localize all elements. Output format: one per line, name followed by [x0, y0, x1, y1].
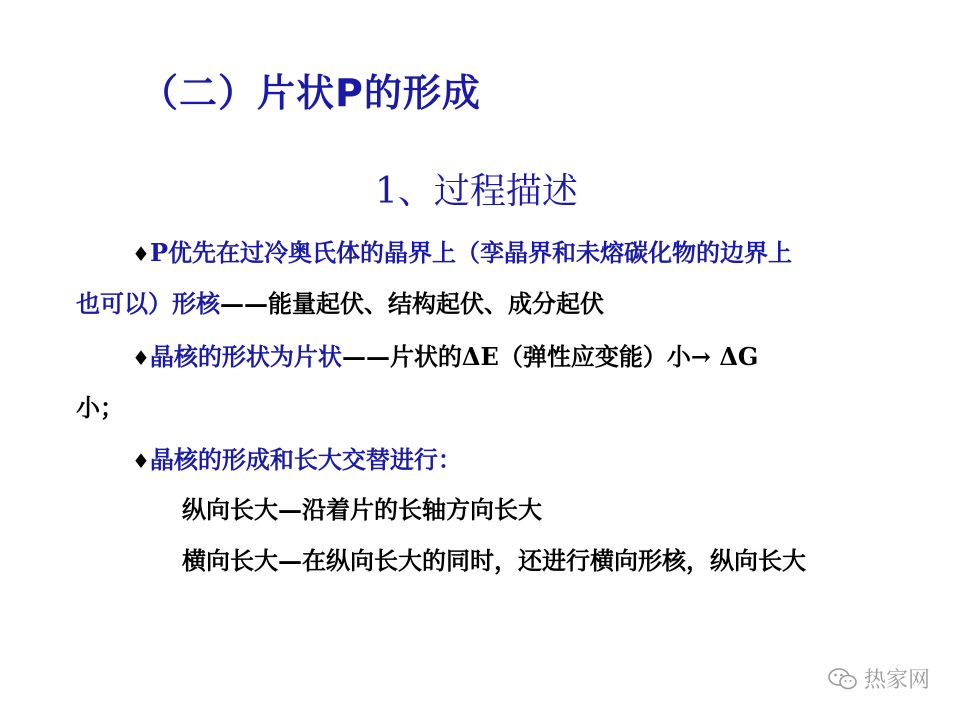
- point-2-text-black-2: 小；: [76, 393, 124, 422]
- section-subtitle: 1、过程描述: [375, 171, 578, 212]
- point-3-line-1: [132, 443, 462, 478]
- point-1-text-blue: P优先在过冷奥氏体的晶界上（孪晶界和未熔碳化物的边界上: [149, 238, 792, 267]
- point-2-line-2: [76, 391, 124, 425]
- watermark-text: 热家网: [863, 668, 930, 693]
- point-1-text-black: ——能量起伏、结构起伏、成分起伏: [220, 289, 604, 318]
- bullet-icon: ♦: [132, 346, 150, 370]
- point-2-text-black: ——片状的ΔE（弹性应变能）小→ ΔG: [341, 342, 759, 371]
- point-2-line-1: [132, 340, 758, 375]
- wechat-icon: [828, 667, 858, 691]
- point-1-text-blue-2: 也可以）形核: [76, 289, 220, 318]
- bullet-icon: ♦: [132, 242, 150, 266]
- point-3-sub-1: 纵向长大—沿着片的长轴方向长大: [182, 495, 542, 524]
- point-3-text-blue: 晶核的形成和长大交替进行：: [149, 445, 462, 474]
- point-2-text-blue: 晶核的形状为片状: [149, 342, 342, 371]
- watermark: [828, 663, 930, 694]
- point-3-sub-2: 横向长大—在纵向长大的同时，还进行横向形核，纵向长大: [182, 546, 806, 575]
- bullet-icon: ♦: [132, 449, 150, 473]
- point-1-line-1: [132, 236, 792, 271]
- point-1-line-2: [76, 287, 604, 321]
- slide-title: （二）片状P的形成: [140, 71, 481, 115]
